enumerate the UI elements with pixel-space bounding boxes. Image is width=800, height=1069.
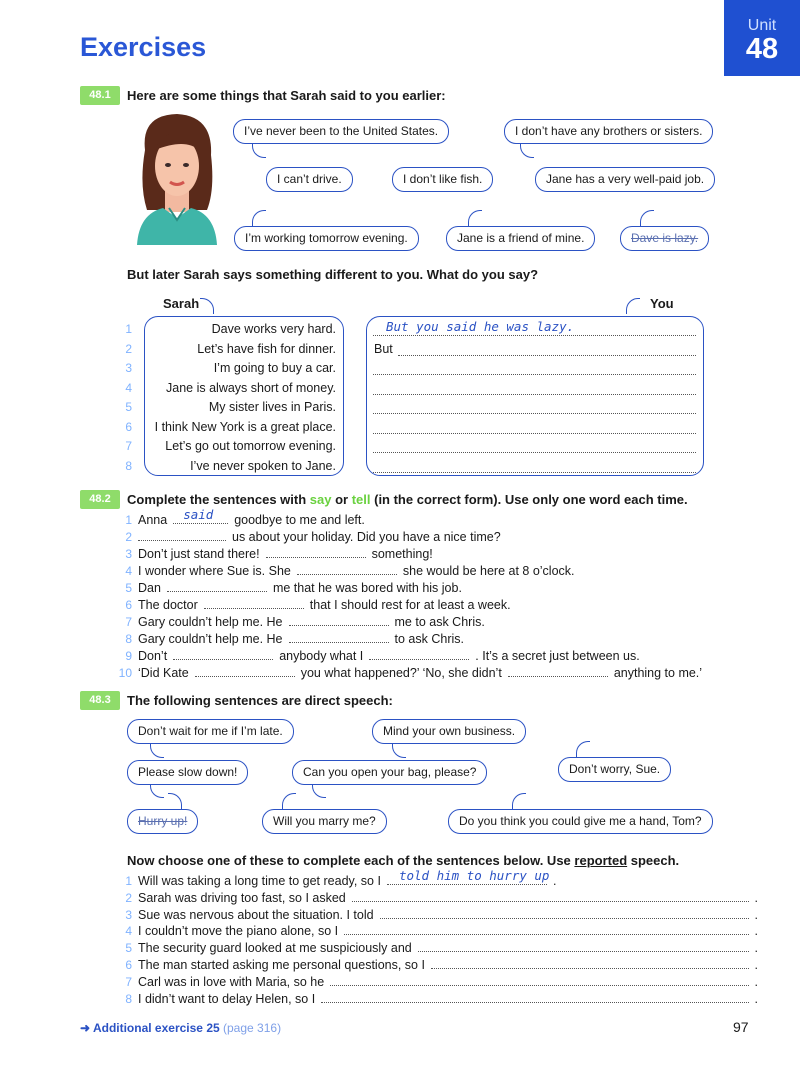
bubble-tail <box>282 793 296 809</box>
item-text: Gary couldn’t help me. He <box>138 632 283 646</box>
bubble-tail <box>252 210 266 226</box>
answer-field[interactable] <box>289 631 389 643</box>
item-text: Dan <box>138 581 161 595</box>
item-number: 2 <box>125 530 132 544</box>
list-item <box>118 319 698 342</box>
unit-number: 48 <box>745 33 779 65</box>
item-number: 1 <box>125 874 132 888</box>
speech-bubble: I don’t like fish. <box>392 167 493 192</box>
item-number: 8 <box>125 632 132 646</box>
answer-prefix: But <box>374 341 393 356</box>
item-number: 4 <box>125 924 132 939</box>
list-item: 3 Sue was nervous about the situation. I told . <box>118 907 758 924</box>
bubble-tail <box>520 142 534 158</box>
bubble-tail <box>392 742 406 758</box>
item-text: you what happened?’ ‘No, she didn’t <box>300 666 502 680</box>
sarah-line: Jane is always short of money. <box>166 380 336 395</box>
item-text: she would be here at 8 o’clock. <box>402 564 575 578</box>
answer-field[interactable] <box>373 461 696 473</box>
answer-field[interactable] <box>431 957 749 969</box>
example-answer: said <box>183 507 214 522</box>
list-item: 7 Carl was in love with Maria, so he . <box>118 974 758 991</box>
answer-field[interactable] <box>369 648 469 660</box>
bubble-tail <box>150 742 164 758</box>
answer-field[interactable] <box>330 974 748 986</box>
answer-field[interactable] <box>398 344 696 356</box>
item-number: 4 <box>125 564 132 578</box>
exercise-48-3-subtitle: Now choose one of these to complete each of the sentences below. Use reported speech. <box>127 853 680 868</box>
sarah-label: Sarah <box>163 296 200 311</box>
item-text: . It’s a secret just between us. <box>475 649 640 663</box>
item-text: me that he was bored with his job. <box>272 581 462 595</box>
speech-bubble: Do you think you could give me a hand, Tom? <box>448 809 713 834</box>
exercise-48-3-list <box>118 868 758 1007</box>
speech-bubble: Will you marry me? <box>262 809 387 834</box>
speech-bubble: Jane is a friend of mine. <box>446 226 595 251</box>
item-number: 3 <box>125 361 132 375</box>
page-number: 97 <box>733 1019 749 1035</box>
list-item <box>118 631 758 648</box>
answer-field[interactable] <box>373 422 696 434</box>
item-number: 8 <box>125 458 132 473</box>
sarah-line: I think New York is a great place. <box>154 419 336 434</box>
speech-bubble: Can you open your bag, please? <box>292 760 487 785</box>
item-text: The man started asking me personal questions, so I <box>138 957 425 972</box>
item-number: 4 <box>125 380 132 395</box>
item-number: 5 <box>125 941 132 956</box>
list-item <box>118 507 758 529</box>
answer-field[interactable] <box>373 363 696 375</box>
item-text: us about your holiday. Did you have a nice time? <box>232 530 501 544</box>
bubble-tail <box>512 793 526 809</box>
exercise-badge-48-2: 48.2 <box>80 490 120 509</box>
sarah-portrait-image <box>133 110 221 245</box>
answer-field[interactable] <box>173 507 228 524</box>
list-item <box>118 546 758 563</box>
item-text: I couldn’t move the piano alone, so I <box>138 924 339 939</box>
list-item <box>118 648 758 665</box>
speech-bubble-example: Dave is lazy. <box>620 226 709 251</box>
list-item: 6 The man started asking me personal questions, so I . <box>118 957 758 974</box>
item-text: Don’t just stand there! <box>138 547 260 561</box>
item-text: anything to me.’ <box>613 666 703 680</box>
item-number: 3 <box>125 547 132 561</box>
answer-field[interactable] <box>321 991 748 1003</box>
answer-field[interactable] <box>266 546 366 558</box>
list-item <box>118 400 698 420</box>
item-text: The security guard looked at me suspiciously and <box>138 941 412 956</box>
list-item <box>118 420 698 440</box>
list-item <box>118 580 758 597</box>
item-number: 1 <box>125 513 132 527</box>
item-text: Don’t <box>138 649 168 663</box>
speech-bubble: I don’t have any brothers or sisters. <box>504 119 713 144</box>
item-text: I didn’t want to delay Helen, so I <box>138 991 316 1006</box>
answer-field[interactable] <box>418 940 749 952</box>
list-item <box>118 563 758 580</box>
speech-bubble: Please slow down! <box>127 760 248 785</box>
item-number: 7 <box>125 439 132 453</box>
item-text: Gary couldn’t help me. He <box>138 615 283 629</box>
item-number: 5 <box>125 400 132 414</box>
list-item <box>118 439 698 459</box>
item-number: 2 <box>125 890 132 905</box>
bubble-tail <box>252 142 266 158</box>
speech-bubble-example: Hurry up! <box>127 809 198 834</box>
bubble-tail <box>640 210 654 226</box>
exercise-badge-48-3: 48.3 <box>80 691 120 710</box>
item-number: 9 <box>125 649 132 663</box>
item-text: Will was taking a long time to get ready, so I <box>138 874 381 888</box>
answer-field[interactable] <box>204 597 304 609</box>
item-number: 5 <box>125 581 132 595</box>
list-item: 5 The security guard looked at me suspiciously and . <box>118 940 758 957</box>
exercise-badge-48-1: 48.1 <box>80 86 120 105</box>
list-item: 1 Will was taking a long time to get ready, so I told him to hurry up . <box>118 873 758 890</box>
you-label: You <box>650 296 674 311</box>
item-text: Anna <box>138 513 168 527</box>
bubble-tail <box>576 741 590 757</box>
list-item <box>118 614 758 631</box>
exercise-48-1-subtitle: But later Sarah says something different to you. What do you say? <box>127 267 539 282</box>
list-item: 4 I couldn’t move the piano alone, so I . <box>118 923 758 940</box>
item-number: 8 <box>125 991 132 1006</box>
answer-field[interactable] <box>289 614 389 626</box>
item-number: 6 <box>125 598 132 612</box>
item-number: 6 <box>125 419 132 434</box>
answer-field[interactable] <box>508 665 608 677</box>
item-number: 1 <box>125 322 132 336</box>
exercise-48-3-title: The following sentences are direct speech: <box>127 693 393 708</box>
list-item: 8 I didn’t want to delay Helen, so I . <box>118 991 758 1008</box>
sarah-line: I’ve never spoken to Jane. <box>190 458 336 473</box>
list-item <box>118 381 698 401</box>
item-text: goodbye to me and left. <box>234 513 365 527</box>
additional-exercise-link[interactable]: ➜ Additional exercise 25 (page 316) <box>80 1021 282 1035</box>
answer-field[interactable] <box>167 580 267 592</box>
answer-field[interactable] <box>138 529 226 541</box>
speech-bubble: I can’t drive. <box>266 167 353 192</box>
sarah-line: Let’s have fish for dinner. <box>197 341 336 356</box>
list-item <box>118 665 758 682</box>
list-item: 2 Sarah was driving too fast, so I asked . <box>118 890 758 907</box>
answer-field[interactable] <box>373 402 696 414</box>
panel-tail <box>200 298 214 314</box>
speech-bubble: Don’t wait for me if I’m late. <box>127 719 294 744</box>
answer-field[interactable] <box>373 383 696 395</box>
bubble-tail <box>468 210 482 226</box>
speech-bubble: I’ve never been to the United States. <box>233 119 449 144</box>
list-item <box>118 459 698 479</box>
list-item <box>118 342 698 362</box>
exercise-48-1-rows <box>118 319 698 478</box>
item-number: 2 <box>125 341 132 356</box>
speech-bubble: Don’t worry, Sue. <box>558 757 671 782</box>
exercise-48-2-title: Complete the sentences with say or tell (in the correct form). Use only one word each time. <box>127 492 688 507</box>
item-text: to ask Chris. <box>394 632 464 646</box>
exercise-48-2-list <box>118 507 758 682</box>
example-answer: But you said he was lazy. <box>386 319 575 334</box>
list-item <box>118 361 698 381</box>
sarah-line: I’m going to buy a car. <box>213 361 336 375</box>
list-item <box>118 529 758 546</box>
sarah-line: My sister lives in Paris. <box>208 400 336 414</box>
unit-tab <box>724 0 800 76</box>
item-text: me to ask Chris. <box>394 615 485 629</box>
example-answer: told him to hurry up <box>398 868 550 883</box>
answer-field[interactable] <box>380 907 749 919</box>
speech-bubble: I’m working tomorrow evening. <box>234 226 419 251</box>
answer-field[interactable] <box>352 890 749 902</box>
page-title: Exercises <box>80 32 207 62</box>
item-number: 10 <box>118 666 132 680</box>
item-text: I wonder where Sue is. She <box>138 564 291 578</box>
speech-bubble: Jane has a very well-paid job. <box>535 167 715 192</box>
item-text: Carl was in love with Maria, so he <box>138 974 325 989</box>
item-number: 6 <box>125 957 132 972</box>
sarah-line: Dave works very hard. <box>211 322 336 336</box>
item-text: that I should rest for at least a week. <box>309 598 511 612</box>
exercise-48-1-title: Here are some things that Sarah said to you earlier: <box>127 88 446 103</box>
panel-tail <box>626 298 640 314</box>
answer-field[interactable] <box>195 665 295 677</box>
answer-field[interactable] <box>297 563 397 575</box>
bubble-tail <box>168 793 182 809</box>
answer-field[interactable] <box>373 441 696 453</box>
answer-field[interactable] <box>344 923 748 935</box>
list-item <box>118 597 758 614</box>
unit-label: Unit <box>747 17 777 34</box>
speech-bubble: Mind your own business. <box>372 719 526 744</box>
item-text: Sue was nervous about the situation. I told <box>138 907 374 922</box>
answer-field[interactable] <box>387 868 550 885</box>
item-number: 7 <box>125 974 132 989</box>
item-text: Sarah was driving too fast, so I asked <box>138 890 346 905</box>
item-text: The doctor <box>138 598 198 612</box>
answer-field[interactable] <box>173 648 273 660</box>
item-number: 3 <box>125 907 132 922</box>
sarah-line: Let’s go out tomorrow evening. <box>165 439 336 453</box>
item-number: 7 <box>125 615 132 629</box>
item-text: something! <box>371 547 433 561</box>
item-text: anybody what I <box>279 649 364 663</box>
item-text: ‘Did Kate <box>138 666 189 680</box>
